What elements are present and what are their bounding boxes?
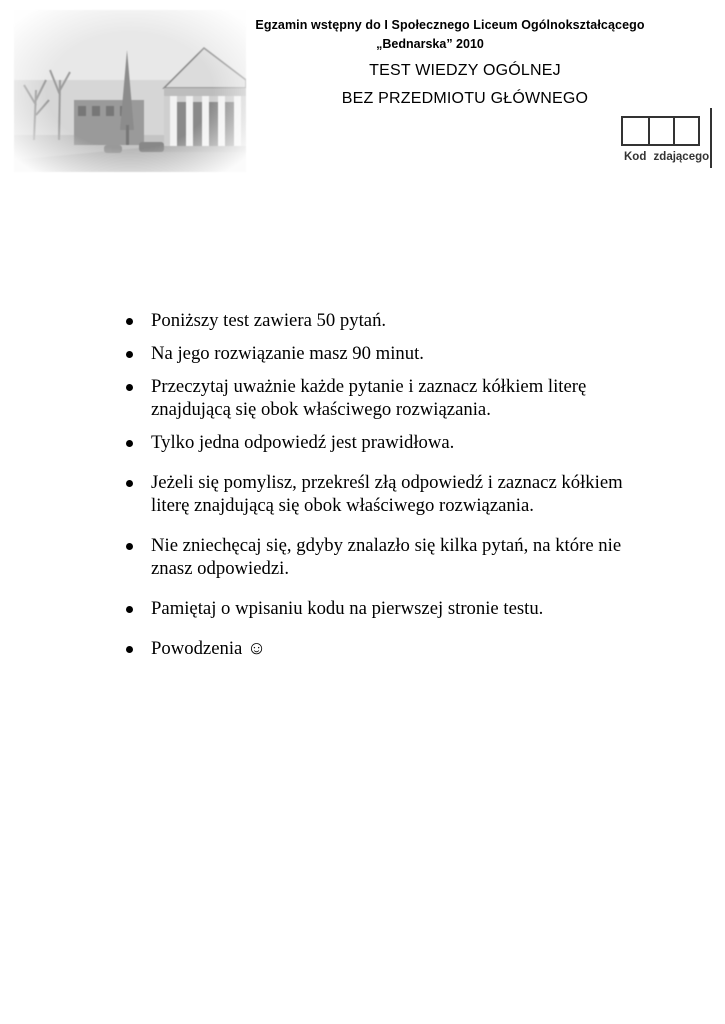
instruction-item — [126, 342, 646, 365]
bullet-icon — [126, 480, 133, 487]
instruction-item — [126, 431, 646, 454]
code-box-divider — [710, 108, 712, 168]
instructions-list — [126, 309, 646, 660]
code-cell[interactable] — [621, 116, 650, 146]
instruction-item — [126, 637, 646, 660]
bullet-icon — [126, 646, 133, 653]
instruction-text: Jeżeli się pomylisz, przekreśl złą odpowiedź i zaznacz kółkiem literę znajdującą się obok właściwego rozwiązania. — [151, 472, 623, 516]
instruction-item — [126, 309, 646, 332]
instruction-text: Pamiętaj o wpisaniu kodu na pierwszej stronie testu. — [151, 598, 544, 619]
bullet-icon — [126, 384, 133, 391]
instruction-text: Powodzenia ☺ — [151, 638, 267, 659]
instruction-text: Na jego rozwiązanie masz 90 minut. — [151, 343, 424, 364]
instruction-text: Tylko jedna odpowiedź jest prawidłowa. — [151, 432, 455, 453]
instruction-text: Nie zniechęcaj się, gdyby znalazło się kilka pytań, na które nie znasz odpowiedzi. — [151, 535, 622, 579]
instruction-text: Poniższy test zawiera 50 pytań. — [151, 310, 387, 331]
code-cell[interactable] — [673, 116, 700, 146]
instruction-item — [126, 597, 646, 620]
bullet-icon — [126, 606, 133, 613]
bullet-icon — [126, 318, 133, 325]
candidate-code-box — [621, 116, 711, 168]
instruction-item — [126, 471, 646, 517]
bullet-icon — [126, 543, 133, 550]
school-building-photo — [14, 10, 246, 172]
code-cell[interactable] — [648, 116, 675, 146]
instruction-text: Przeczytaj uważnie każde pytanie i zaznacz kółkiem literę znajdującą się obok właściwego rozwiązania. — [151, 376, 587, 420]
school-name: Egzamin wstępny do I Społecznego Liceum Ogólnokształcącego — [255, 18, 645, 32]
test-title: TEST WIEDZY OGÓLNEJ — [369, 62, 561, 79]
exam-year: „Bednarska” 2010 — [376, 37, 484, 51]
bullet-icon — [126, 440, 133, 447]
candidate-code-label: Kod zdającego — [624, 151, 710, 163]
instruction-item — [126, 375, 646, 421]
test-subtitle: BEZ PRZEDMIOTU GŁÓWNEGO — [341, 90, 589, 107]
bullet-icon — [126, 351, 133, 358]
instruction-item — [126, 534, 646, 580]
code-cells — [621, 116, 698, 146]
